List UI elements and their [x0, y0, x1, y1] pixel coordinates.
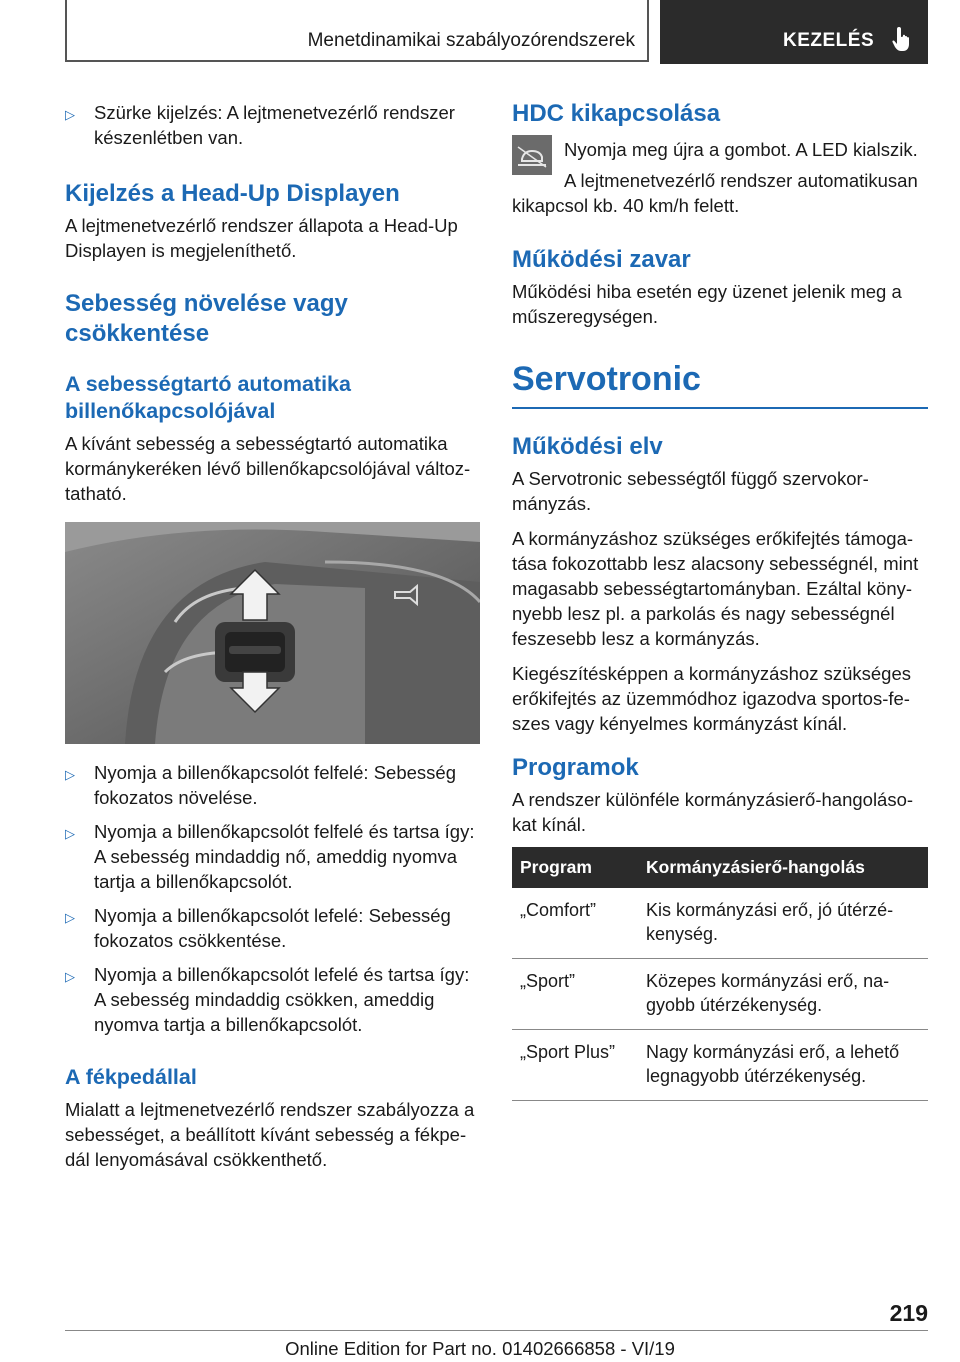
cruise-heading: A sebességtartó automatika billenőkapcsolójával [65, 372, 351, 423]
table-header-row [512, 847, 928, 888]
brake-text: Mialatt a lejtmenetvezérlő rendszer szabályozza a sebességet, a beállított kívánt sebesség a fékpedál lenyomásával csökkenthető. [65, 1099, 475, 1170]
table-cell: Közepes kormányzási erő, nagyobb útérzékenység. [638, 959, 928, 1030]
table-cell: „Sport” [512, 959, 638, 1030]
table-cell: Nagy kormányzási erő, a lehető legnagyobb útérzékenység. [638, 1030, 928, 1101]
hdc-heading: HDC kikapcsolása [512, 100, 721, 127]
bullet-list-top [65, 100, 480, 150]
fault-text: Működési hiba esetén egy üzenet jelenik meg a műszeregységen. [512, 281, 902, 327]
hdc-line-2: A lejtmenetvezérlő rendszer automatikusan kikapcsol kb. 40 km/h felett. [512, 170, 918, 216]
table-header: Program [512, 847, 638, 888]
programs-heading: Programok [512, 754, 639, 781]
list-item: ▷ Nyomja a billenőkapcsolót lefelé és tartsa így: A sebesség mindaddig csökken, ameddig nyomva tartja a billenőkapcsolót. [65, 964, 470, 1035]
hud-text: A lejtmenetvezérlő rendszer állapota a Head-Up Displayen is megjeleníthető. [65, 215, 458, 261]
list-item: ▷ Nyomja a billenőkapcsolót felfelé: Sebesség fokozatos növelése. [65, 762, 456, 808]
triangle-bullet-icon: ▷ [65, 910, 75, 925]
chapter-tab [660, 0, 928, 64]
hud-heading: Kijelzés a Head-Up Displayen [65, 180, 400, 207]
left-column [65, 100, 480, 1182]
hand-pointer-icon [892, 26, 914, 52]
section-title: Menetdinamikai szabályozórendszerek [307, 30, 635, 51]
table-row [512, 1030, 928, 1101]
programs-text: A rendszer különféle kormányzásierő-hangolásokat kínál. [512, 789, 914, 835]
table-cell: „Sport Plus” [512, 1030, 638, 1101]
table-row [512, 888, 928, 959]
hdc-button-icon [512, 135, 552, 175]
list-item: ▷ Nyomja a billenőkapcsolót felfelé és tartsa így: A sebesség mindaddig nő, ameddig nyomva tartja a billenőkapcsolót. [65, 821, 475, 892]
principle-text-2: A kormányzáshoz szükséges erőkifejtés támogatása fokozottabb lesz alacsony sebességnél, mint magasabb sebességtartományban. Ezáltal könynyebb lesz pl. a parkolás és nagy sebességnél feszesebb lesz a kormányzás. [512, 528, 919, 649]
section-tab [65, 0, 649, 62]
triangle-bullet-icon: ▷ [65, 826, 75, 841]
principle-text-3: Kiegészítésképpen a kormányzáshoz szükséges erőkifejtés az üzemmódhoz igazodva sportos-feszes vagy kényelmes kormányzást kínál. [512, 663, 911, 734]
hdc-instruction [512, 133, 928, 218]
brake-heading: A fékpedállal [65, 1065, 197, 1089]
programs-table [512, 847, 928, 1101]
page-header [65, 0, 928, 64]
footer-divider [65, 1330, 928, 1331]
triangle-bullet-icon: ▷ [65, 969, 75, 984]
list-item: ▷ Nyomja a billenőkapcsolót lefelé: Sebesség fokozatos csökkentése. [65, 905, 451, 951]
footer [0, 1338, 960, 1360]
edition-text: Online Edition for Part no. 01402666858 - VI/19 [285, 1338, 675, 1359]
hdc-line-1: Nyomja meg újra a gombot. A LED kialszik. [564, 139, 918, 160]
servotronic-heading: Servotronic [512, 359, 928, 409]
steering-wheel-rocker-switch-image [65, 522, 480, 744]
right-column [512, 100, 928, 1101]
page-number: 219 [889, 1300, 928, 1326]
table-cell: Kis kormányzási erő, jó útérzékenység. [638, 888, 928, 959]
principle-heading: Működési elv [512, 433, 663, 460]
list-item: ▷ Szürke kijelzés: A lejtmenetvezérlő rendszer készenlétben van. [65, 102, 455, 148]
principle-text-1: A Servotronic sebességtől függő szervokormányzás. [512, 468, 869, 514]
table-row [512, 959, 928, 1030]
bullet-list-rocker [65, 760, 480, 1037]
table-header: Kormányzásierő-hangolás [638, 847, 928, 888]
triangle-bullet-icon: ▷ [65, 767, 75, 782]
chapter-title: KEZELÉS [783, 30, 875, 51]
triangle-bullet-icon: ▷ [65, 107, 75, 122]
fault-heading: Működési zavar [512, 246, 691, 273]
speed-heading: Sebesség növelése vagy csökkentése [65, 290, 348, 347]
table-cell: „Comfort” [512, 888, 638, 959]
cruise-text: A kívánt sebesség a sebességtartó automatika kormánykeréken lévő billenőkapcsolójával változtatható. [65, 433, 471, 504]
